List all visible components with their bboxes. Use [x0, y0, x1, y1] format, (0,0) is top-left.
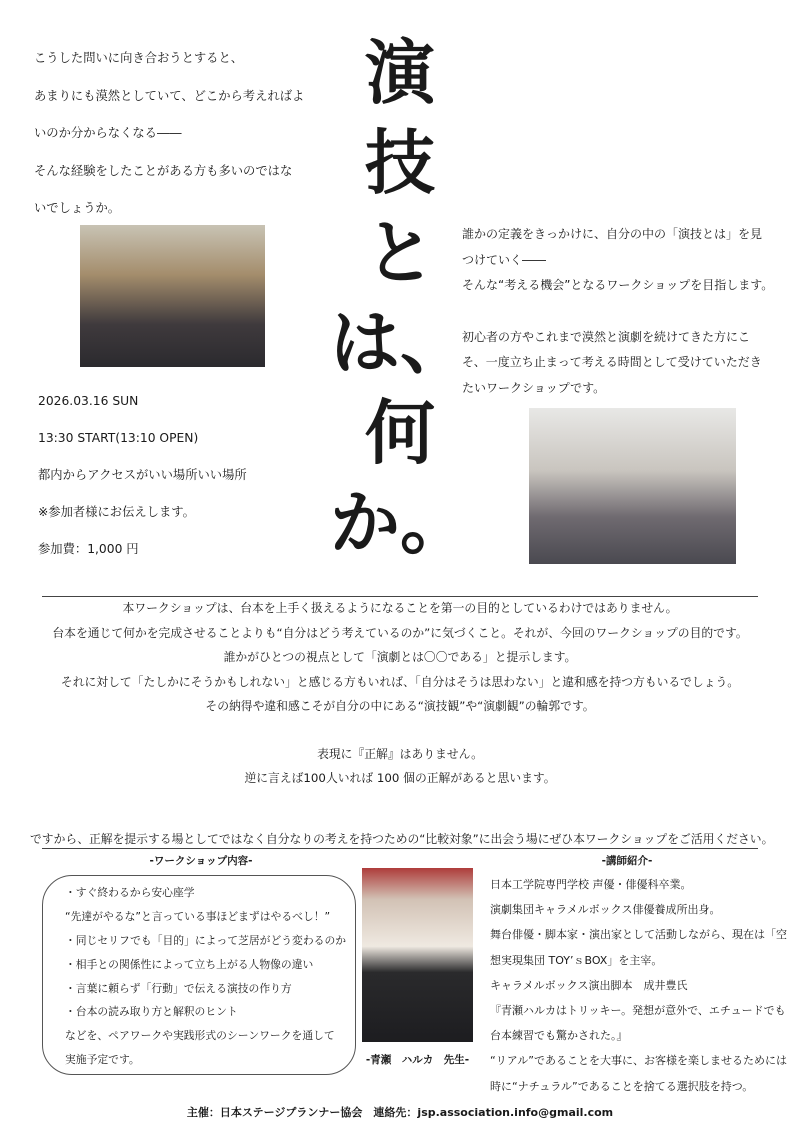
purpose-line: 表現に『正解』はありません。	[317, 746, 483, 761]
intro-line: あまりにも漠然としていて、どこから考えればよ	[34, 88, 305, 103]
vertical-title	[330, 28, 470, 568]
purpose-line: 逆に言えば100人いれば 100 個の正解があると思います。	[244, 771, 556, 785]
bio-line: 演劇集団キャラメルボックス俳優養成所出身。	[490, 903, 721, 917]
workshop-item: ・台本の読み取り方と解釈のヒント	[65, 1005, 238, 1019]
concept-line: つけていく――	[462, 252, 547, 267]
title-char: と	[365, 212, 435, 294]
title-char: 演	[365, 32, 435, 114]
bio-line: “リアル”であることを大事に、お客様を楽しませるためには	[490, 1054, 787, 1068]
concept-line: そんな“考える機会”となるワークショップを目指します。	[462, 278, 774, 292]
purpose-line: それに対して「たしかにそうかもしれない」と感じる方もいれば、「自分はそうは思わない」と違和感を持つ方もいるでしょう。	[60, 674, 740, 689]
title-char: か。	[330, 482, 470, 564]
intro-line: いでしょうか。	[34, 201, 121, 215]
intro-line: そんな経験をしたことがある方も多いのではな	[34, 163, 293, 178]
bio-line: 台本練習でも驚かされた。』	[490, 1029, 628, 1043]
title-char: 何	[365, 392, 435, 474]
purpose-line: 台本を通じて何かを完成させることよりも“自分はどう考えているのか”に気づくこと。それが、今回のワークショップの目的です。	[52, 625, 748, 640]
concept-line: たいワークショップです。	[462, 380, 606, 395]
intro-text	[34, 40, 334, 228]
workshop-content-title: -ワークショップ内容-	[149, 855, 253, 867]
instructor-caption: -青瀬 ハルカ 先生-	[365, 1054, 470, 1066]
concept-line: 初心者の方やこれまで漠然と演劇を続けてきた方にこ	[462, 329, 751, 344]
concept-text	[462, 222, 782, 401]
bio-line: 日本工学院専門学校 声優・俳優科卒業。	[490, 878, 692, 891]
bio-line: キャラメルボックス演出脚本 成井豊氏	[490, 978, 688, 992]
instructor-photo	[362, 868, 473, 1042]
instructor-bio	[490, 872, 790, 1099]
intro-line: いのか分からなくなる――	[34, 126, 182, 140]
purpose-line: 誰かがひとつの視点として「演劇とは〇〇である」と提示します。	[223, 650, 577, 664]
workshop-photo-practice	[529, 408, 736, 564]
purpose-text	[30, 596, 774, 851]
workshop-item: ・相手との関係性によって立ち上がる人物像の違い	[65, 957, 314, 971]
bio-line: 『青瀬ハルカはトリッキー。発想が意外で、エチュードでも	[490, 1003, 786, 1017]
concept-line: 誰かの定義をきっかけに、自分の中の「演技とは」を見	[462, 227, 763, 241]
purpose-line: ですから、正解を提示する場としてではなく自分なりの考えを持つための“比較対象”に出会う場にぜひ本ワークショップをご活用ください。	[30, 831, 774, 846]
workshop-item: などを、ペアワークや実践形式のシーンワークを通して	[65, 1029, 335, 1043]
workshop-item: ・言葉に頼らず「行動」で伝える演技の作り方	[65, 981, 292, 995]
workshop-photo-lecture	[80, 225, 265, 367]
purpose-line: その納得や違和感こそが自分の中にある“演技観”や“演劇観”の輪郭です。	[205, 699, 595, 713]
intro-line: こうした問いに向き合おうとすると、	[34, 51, 244, 65]
event-note: ※参加者様にお伝えします。	[38, 505, 195, 519]
title-char: は、	[330, 302, 470, 384]
workshop-content-box	[42, 875, 356, 1075]
title-char: 技	[365, 122, 435, 204]
workshop-item: 実施予定です。	[65, 1053, 140, 1067]
workshop-item: ・すぐ終わるから安心座学	[65, 886, 195, 899]
bio-line: 舞台俳優・脚本家・演出家として活動しながら、現在は「空	[490, 928, 787, 942]
purpose-line: 本ワークショップは、台本を上手く扱えるようになることを第一の目的としているわけではありません。	[122, 601, 678, 615]
concept-line: そ、一度立ち止まって考える時間として受けていただき	[462, 355, 762, 369]
workshop-item: “先達がやるな”と言っている事ほどまずはやるべし！”	[65, 909, 331, 923]
event-date: 2026.03.16 SUN	[38, 394, 139, 408]
divider-bottom	[42, 848, 758, 849]
bio-line: 想実現集団 TOY’ｓBOX」を主宰。	[490, 953, 663, 967]
event-place: 都内からアクセスがいい場所いい場所	[38, 468, 247, 482]
workshop-item: ・同じセリフでも「目的」によって芝居がどう変わるのか	[65, 933, 347, 947]
event-info	[38, 383, 338, 568]
event-time: 13:30 START(13:10 OPEN)	[38, 431, 199, 445]
footer-organizer-contact: 主催：日本ステージプランナー協会 連絡先：jsp.association.info@gmail.com	[186, 1106, 614, 1119]
instructor-section-title: -講師紹介-	[601, 855, 653, 867]
event-fee: 参加費：1,000 円	[38, 542, 139, 556]
bio-line: 時に“ナチュラル”であることを捨てる選択肢を持つ。	[490, 1079, 754, 1093]
